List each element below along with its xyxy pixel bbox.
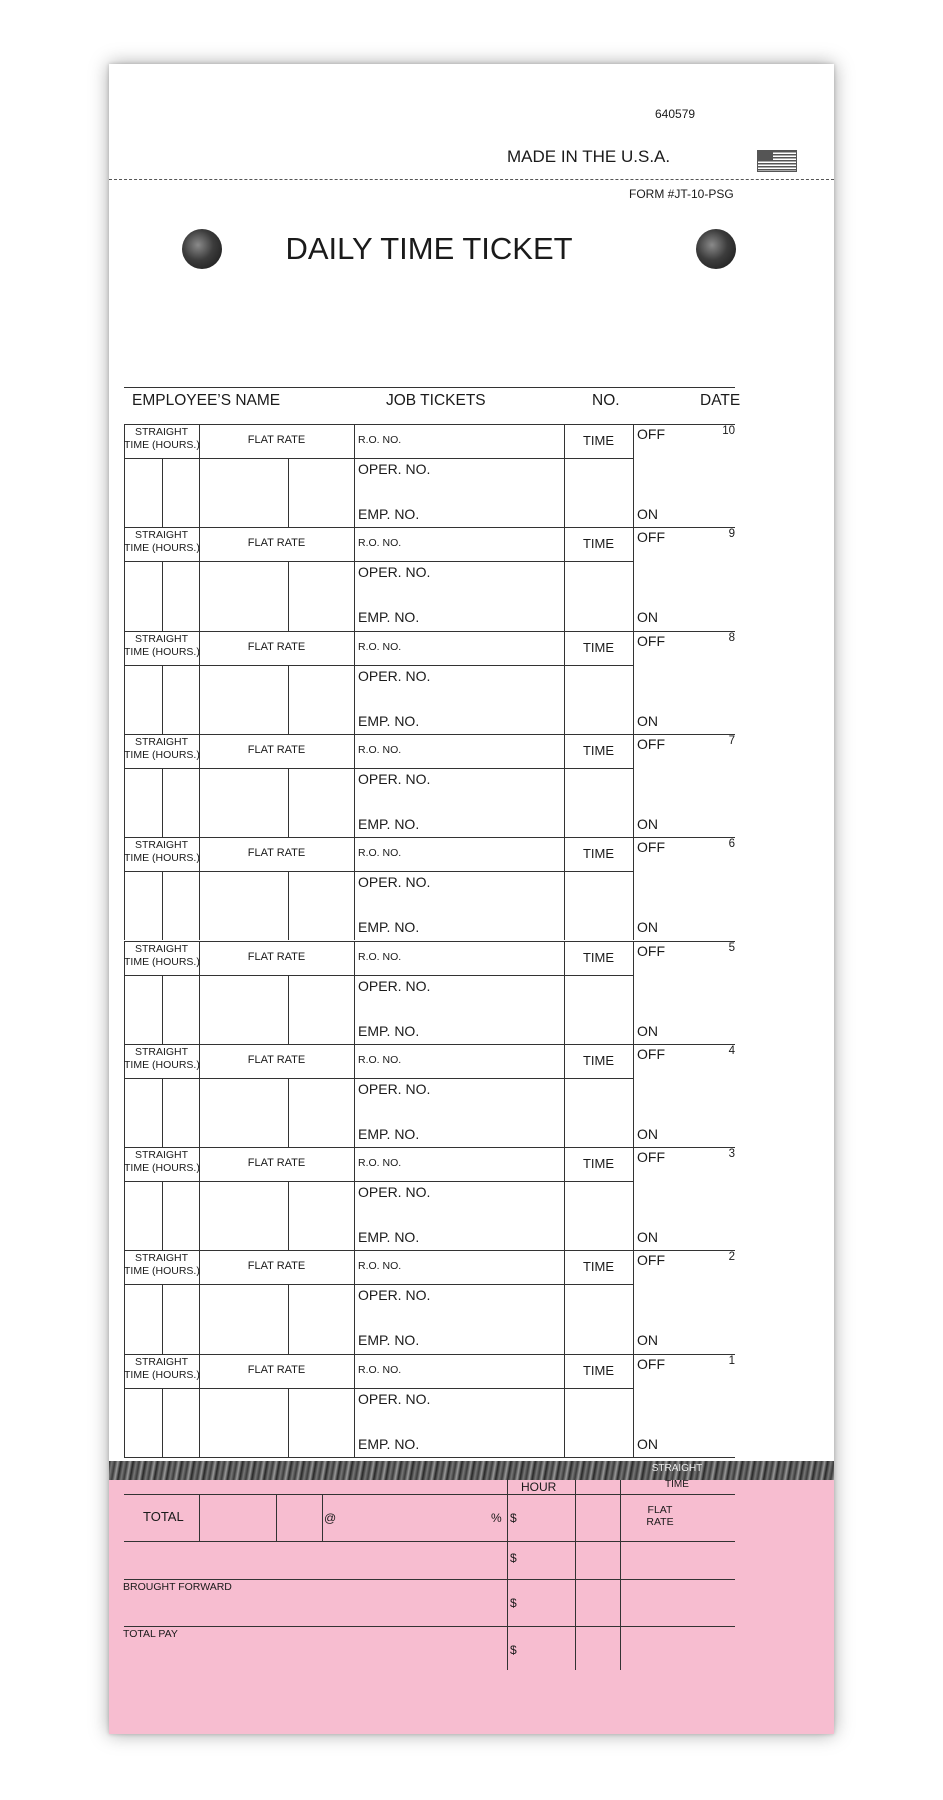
off-label: OFF <box>637 1149 665 1166</box>
ro-no-label: R.O. NO. <box>358 537 402 550</box>
ro-no-label: R.O. NO. <box>358 1260 402 1273</box>
straight-label-hours: TIME (HOURS.) <box>124 645 200 658</box>
straight-label: STRAIGHT <box>134 632 189 645</box>
row-top-rule <box>124 1147 735 1148</box>
row-col-ro <box>354 631 355 734</box>
row-col-straight-split <box>162 665 163 734</box>
row-col-flat-split <box>288 561 289 630</box>
emp-no-label: EMP. NO. <box>358 1125 420 1142</box>
on-label: ON <box>637 919 658 936</box>
flat-rate-label: FLAT RATE <box>247 640 306 653</box>
summary-col-5 <box>575 1480 576 1670</box>
ticket-row <box>109 1250 834 1353</box>
time-label: TIME <box>582 536 615 552</box>
straight-label: STRAIGHT <box>134 942 189 955</box>
flat-rate-label: FLAT RATE <box>247 434 306 446</box>
ticket-number: 6 <box>728 838 735 851</box>
row-sub-rule <box>124 768 633 769</box>
row-col-date <box>633 1250 634 1353</box>
row-sub-rule <box>124 1078 633 1079</box>
emp-no-label: EMP. NO. <box>358 815 420 832</box>
row-col-straight-split <box>162 1388 163 1457</box>
dollar-sign-3: $ <box>510 1596 517 1610</box>
straight-label: STRAIGHT <box>134 1149 189 1162</box>
ro-no-label: R.O. NO. <box>358 1363 402 1376</box>
row-col-ro <box>354 527 355 630</box>
oper-no-label: OPER. NO. <box>358 564 431 581</box>
dollar-sign-1: $ <box>510 1511 517 1525</box>
straight-label-hours: TIME (HOURS.) <box>124 852 200 865</box>
time-label: TIME <box>582 639 615 655</box>
row-col-flat-split <box>288 975 289 1044</box>
oper-no-label: OPER. NO. <box>358 1080 431 1097</box>
on-label: ON <box>637 609 658 626</box>
ro-no-label: R.O. NO. <box>358 640 402 653</box>
row-col-flat-split <box>288 768 289 837</box>
oper-no-label: OPER. NO. <box>358 1390 431 1407</box>
total-pay-label: TOTAL PAY <box>123 1628 178 1640</box>
row-col-ro <box>354 837 355 940</box>
ticket-number: 10 <box>722 425 735 437</box>
no-header: NO. <box>592 392 620 409</box>
summary-rule-2 <box>124 1541 735 1542</box>
row-top-rule <box>124 837 735 838</box>
summary-col-4 <box>507 1480 508 1670</box>
straight-label: STRAIGHT <box>134 1355 189 1368</box>
ro-no-label: R.O. NO. <box>358 847 402 860</box>
row-col-flat-split <box>288 871 289 940</box>
off-label: OFF <box>637 1355 665 1372</box>
ticket-row <box>109 527 834 630</box>
flat-rate-label: FLAT RATE <box>247 1157 306 1170</box>
flat-rate-label: FLAT RATE <box>247 950 306 963</box>
straight-label-hours: TIME (HOURS.) <box>124 955 200 968</box>
oper-no-label: OPER. NO. <box>358 1184 431 1201</box>
time-label: TIME <box>582 1259 615 1275</box>
row-col-ro <box>354 1147 355 1250</box>
row-col-date <box>633 424 634 527</box>
row-sub-rule <box>124 1181 633 1182</box>
ticket-number: 5 <box>728 941 735 954</box>
row-col-ro <box>354 1250 355 1353</box>
summary-col-3 <box>322 1494 323 1541</box>
oper-no-label: OPER. NO. <box>358 461 431 477</box>
row-col-straight-split <box>162 871 163 940</box>
perforation-line <box>109 179 834 180</box>
ticket-number: 7 <box>728 734 735 747</box>
job-tickets-header: JOB TICKETS <box>386 392 486 409</box>
page-title: DAILY TIME TICKET <box>285 231 573 266</box>
straight-label-hours: TIME (HOURS.) <box>124 1368 200 1381</box>
binder-hole-left <box>182 229 222 269</box>
straight-label: STRAIGHT <box>134 735 189 748</box>
ticket-row <box>109 941 834 1044</box>
ticket-row <box>109 1044 834 1147</box>
off-label: OFF <box>637 1252 665 1269</box>
on-label: ON <box>637 815 658 832</box>
row-sub-rule <box>124 665 633 666</box>
row-col-flat-split <box>288 1078 289 1147</box>
summary-rule-1 <box>124 1494 735 1495</box>
row-col-straight-split <box>162 768 163 837</box>
ticket-row <box>109 631 834 734</box>
on-label: ON <box>637 712 658 729</box>
ticket-bottom-rule <box>124 1457 735 1458</box>
ro-no-label: R.O. NO. <box>358 1053 402 1066</box>
off-label: OFF <box>637 426 665 442</box>
row-col-straight-split <box>162 1078 163 1147</box>
row-sub-rule <box>124 1388 633 1389</box>
on-label: ON <box>637 1332 658 1349</box>
row-top-rule <box>124 1044 735 1045</box>
row-col-date <box>633 1044 634 1147</box>
row-col-straight-split <box>162 975 163 1044</box>
straight-label: STRAIGHT <box>134 839 189 852</box>
oper-no-label: OPER. NO. <box>358 1287 431 1304</box>
row-col-ro <box>354 1044 355 1147</box>
straight-label: STRAIGHT <box>134 529 189 542</box>
off-label: OFF <box>637 735 665 752</box>
emp-no-label: EMP. NO. <box>358 712 420 729</box>
emp-no-label: EMP. NO. <box>358 609 420 626</box>
ticket-row <box>109 1147 834 1250</box>
summary-rule-4 <box>124 1626 735 1627</box>
stub-edge <box>109 1461 834 1481</box>
emp-no-label: EMP. NO. <box>358 919 420 936</box>
pink-summary-copy <box>109 1480 834 1734</box>
emp-no-label: EMP. NO. <box>358 1022 420 1039</box>
straight-label-hours: TIME (HOURS.) <box>124 1265 200 1278</box>
row-col-date <box>633 734 634 837</box>
employee-name-header: EMPLOYEE’S NAME <box>132 392 281 409</box>
made-in-usa-label: MADE IN THE U.S.A. <box>507 147 671 166</box>
time-label: TIME <box>582 846 615 862</box>
summary-col-2 <box>276 1494 277 1541</box>
ticket-number: 2 <box>728 1251 735 1264</box>
ticket-number: 3 <box>728 1148 735 1161</box>
ticket-row <box>109 734 834 837</box>
form-code: 640579 <box>655 107 696 121</box>
oper-no-label: OPER. NO. <box>358 667 431 684</box>
row-col-straight-split <box>162 1284 163 1353</box>
row-col-date <box>633 631 634 734</box>
row-col-flat-split <box>288 1388 289 1457</box>
on-label: ON <box>637 506 658 522</box>
row-top-rule <box>124 631 735 632</box>
off-label: OFF <box>637 1045 665 1062</box>
flat-rate-label-line1: FLAT <box>647 1504 673 1516</box>
row-top-rule <box>124 424 735 425</box>
ticket-number: 9 <box>728 528 735 541</box>
ticket-number: 4 <box>728 1044 735 1057</box>
row-col-ro <box>354 424 355 527</box>
row-col-flat-split <box>288 665 289 734</box>
ticket-number: 8 <box>728 631 735 644</box>
time-label: TIME <box>582 1156 615 1172</box>
row-col-ro <box>354 734 355 837</box>
row-col-date <box>633 527 634 630</box>
straight-time-label-line1: STRAIGHT <box>651 1463 703 1474</box>
us-flag-icon <box>757 150 797 172</box>
ro-no-label: R.O. NO. <box>358 950 402 963</box>
row-col-straight-split <box>162 1181 163 1250</box>
oper-no-label: OPER. NO. <box>358 977 431 994</box>
straight-label-hours: TIME (HOURS.) <box>124 1162 200 1175</box>
date-header: DATE <box>700 392 741 409</box>
form-number: FORM #JT-10-PSG <box>629 187 734 201</box>
on-label: ON <box>637 1022 658 1039</box>
brought-forward-label: BROUGHT FORWARD <box>123 1581 232 1593</box>
time-label: TIME <box>582 949 615 965</box>
on-label: ON <box>637 1435 658 1452</box>
row-col-date <box>633 1147 634 1250</box>
row-col-date <box>633 837 634 940</box>
summary-rule-3 <box>124 1579 735 1580</box>
row-top-rule <box>124 527 735 528</box>
straight-label-hours: TIME (HOURS.) <box>124 439 200 451</box>
row-col-ro <box>354 941 355 1044</box>
flat-rate-label: FLAT RATE <box>247 1363 306 1376</box>
ro-no-label: R.O. NO. <box>358 743 402 756</box>
emp-no-label: EMP. NO. <box>358 1229 420 1246</box>
oper-no-label: OPER. NO. <box>358 770 431 787</box>
ticket-row <box>109 424 834 527</box>
straight-label: STRAIGHT <box>134 1252 189 1265</box>
row-col-flat-split <box>288 1181 289 1250</box>
row-sub-rule <box>124 975 633 976</box>
row-top-rule <box>124 941 735 942</box>
ro-no-label: R.O. NO. <box>358 1157 402 1170</box>
on-label: ON <box>637 1229 658 1246</box>
off-label: OFF <box>637 529 665 546</box>
straight-label-hours: TIME (HOURS.) <box>124 748 200 761</box>
flat-rate-label: FLAT RATE <box>247 1260 306 1273</box>
oper-no-label: OPER. NO. <box>358 874 431 891</box>
emp-no-label: EMP. NO. <box>358 506 420 522</box>
flat-rate-label: FLAT RATE <box>247 743 306 756</box>
straight-label: STRAIGHT <box>134 1045 189 1058</box>
row-sub-rule <box>124 561 633 562</box>
row-col-date <box>633 1354 634 1457</box>
row-top-rule <box>124 1354 735 1355</box>
row-col-straight-split <box>162 561 163 630</box>
time-label: TIME <box>582 433 615 448</box>
flat-rate-label-line2: RATE <box>646 1516 674 1528</box>
on-label: ON <box>637 1125 658 1142</box>
flat-rate-label: FLAT RATE <box>247 537 306 550</box>
ro-no-label: R.O. NO. <box>358 434 402 446</box>
row-sub-rule <box>124 458 633 459</box>
row-sub-rule <box>124 871 633 872</box>
time-ticket-form <box>109 64 834 1734</box>
off-label: OFF <box>637 942 665 959</box>
row-top-rule <box>124 1250 735 1251</box>
row-col-straight-split <box>162 458 163 527</box>
percent-symbol: % <box>491 1511 502 1525</box>
header-rule <box>124 387 735 388</box>
row-col-flat-split <box>288 1284 289 1353</box>
ticket-row <box>109 837 834 940</box>
straight-label-hours: TIME (HOURS.) <box>124 1058 200 1071</box>
dollar-sign-2: $ <box>510 1551 517 1565</box>
time-label: TIME <box>582 742 615 758</box>
off-label: OFF <box>637 839 665 856</box>
time-label: TIME <box>582 1052 615 1068</box>
row-sub-rule <box>124 1284 633 1285</box>
off-label: OFF <box>637 632 665 649</box>
row-col-date <box>633 941 634 1044</box>
ticket-row <box>109 1354 834 1457</box>
emp-no-label: EMP. NO. <box>358 1435 420 1452</box>
hour-label: HOUR <box>521 1480 557 1494</box>
total-label: TOTAL <box>143 1509 184 1524</box>
flat-rate-label: FLAT RATE <box>247 847 306 860</box>
summary-col-1 <box>199 1494 200 1541</box>
straight-label-hours: TIME (HOURS.) <box>124 542 200 555</box>
flat-rate-label: FLAT RATE <box>247 1053 306 1066</box>
binder-hole-right <box>696 229 736 269</box>
time-label: TIME <box>582 1362 615 1378</box>
at-symbol: @ <box>324 1511 337 1525</box>
row-top-rule <box>124 734 735 735</box>
ticket-number: 1 <box>728 1354 735 1367</box>
straight-time-label-line2: TIME <box>665 1479 689 1490</box>
emp-no-label: EMP. NO. <box>358 1332 420 1349</box>
row-col-ro <box>354 1354 355 1457</box>
dollar-sign-4: $ <box>510 1643 517 1657</box>
straight-label: STRAIGHT <box>134 426 189 438</box>
row-col-flat-split <box>288 458 289 527</box>
